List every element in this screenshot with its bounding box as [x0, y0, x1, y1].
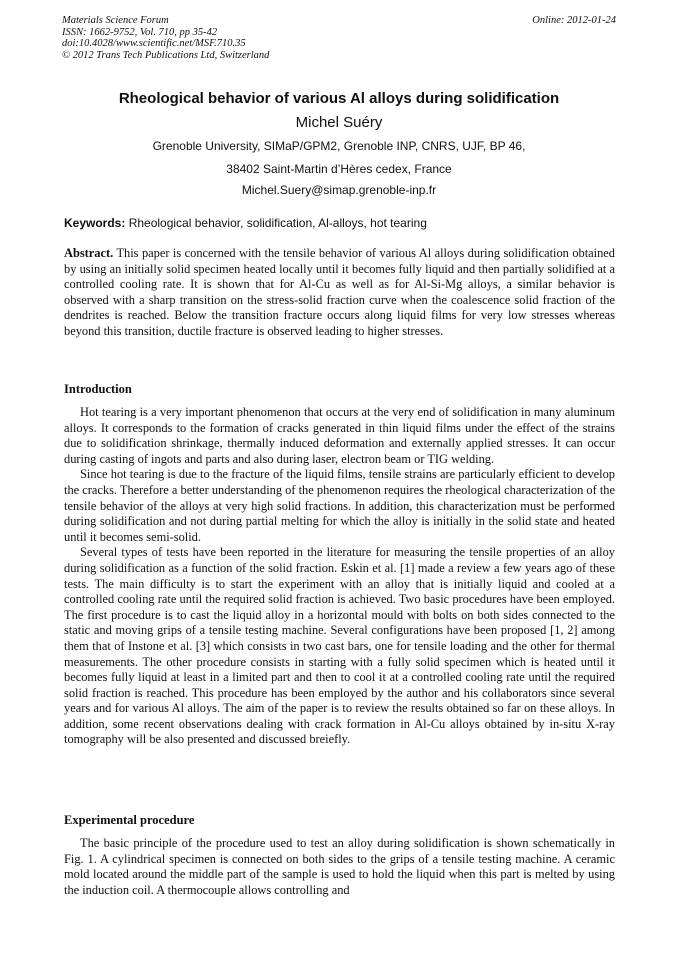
abstract-label: Abstract. — [64, 246, 114, 260]
doi-line[interactable]: doi:10.4028/www.scientific.net/MSF.710.35 — [62, 38, 246, 49]
keywords-text: Rheological behavior, solidification, Al-alloys, hot tearing — [125, 216, 427, 230]
experimental-heading: Experimental procedure — [64, 813, 195, 827]
introduction-heading: Introduction — [64, 382, 132, 396]
intro-paragraph-1: Hot tearing is a very important phenomenon that occurs at the very end of solidification in many aluminum alloys. It corresponds to the formation of cracks generated in thin liquid films under the effect of the strains due to solidification shrinkage, thermally induced deformation and externally applied stresses. It can occur during casting of ingots and parts and also during laser, electron beam or TIG welding. — [64, 405, 615, 466]
paper-title: Rheological behavior of various Al alloys during solidification — [118, 90, 560, 107]
keywords — [64, 216, 624, 230]
journal-name: Materials Science Forum — [62, 15, 169, 26]
intro-paragraph-2: Since hot tearing is due to the fracture of the liquid films, tensile strains are particularly efficient to develop the cracks. Therefore a better understanding of the phenomenon requires the rheological characterization of the tensile behavior of the alloys at very high solid fractions. In addition, this characterization must be performed during solidification and not during partial melting for which the alloy is initially in the solid state and heated until it becomes semi-solid. — [64, 467, 615, 544]
author-email[interactable]: Michel.Suery@simap.grenoble-inp.fr — [241, 183, 437, 197]
experimental-paragraph-1: The basic principle of the procedure used to test an alloy during solidification is shown schematically in Fig. 1. A cylindrical specimen is connected on both sides to the grips of a tensile testing machine. A ceramic mold located around the middle part of the sample is used to hold the liquid when this part is melted by using the induction coil. A thermocouple allows controlling and — [64, 836, 615, 897]
copyright-line: © 2012 Trans Tech Publications Ltd, Switzerland — [62, 49, 270, 61]
abstract — [64, 246, 615, 340]
online-date: Online: 2012-01-24 — [532, 15, 616, 26]
affiliation-line-1: Grenoble University, SIMaP/GPM2, Grenoble INP, CNRS, UJF, BP 46, — [152, 139, 526, 153]
intro-paragraph-3: Several types of tests have been reported in the literature for measuring the tensile properties of an alloy during solidification as a function of the solid fraction. Eskin et al. [1] made a review a few years ago of these tests. The main difficulty is to start the experiment with an alloy that is initially liquid and cooled at a controlled cooling rate until the required solid fraction is achieved. Two basic procedures have been employed. The first procedure is to cast the liquid alloy in a horizontal mould with bolts on both sides connected to the static and moving grips of a tensile testing machine. Several configurations have been proposed [1, 2] among them that of Instone et al. [3] which consists in two cast bars, one for tensile loading and the other for thermal measurements. The other procedure consists in starting with a fully solid specimen which is heated until it becomes fully liquid at least in a limited part and then to cool it at a controlled cooling rate until the required solid fraction is reached. This procedure has been employed by the author and his collaborators since several years and for various Al alloys. The aim of the paper is to review the results obtained so far on these alloys. In addition, some recent observations dealing with crack formation in Al-Cu alloys obtained by in-situ X-ray tomography will be also presented and discussed breiefly. — [64, 545, 615, 747]
affiliation-line-2: 38402 Saint-Martin d’Hères cedex, France — [226, 162, 452, 176]
author-name: Michel Suéry — [295, 114, 383, 131]
issn-line: ISSN: 1662-9752, Vol. 710, pp 35-42 — [62, 26, 218, 38]
introduction-body — [64, 405, 615, 748]
keywords-label: Keywords: — [64, 216, 126, 230]
journal-header — [62, 15, 616, 61]
experimental-body — [64, 836, 615, 898]
abstract-text: This paper is concerned with the tensile behavior of various Al alloys during solidification obtained by using an initially solid specimen heated locally until it becomes fully liquid and then partially solidified at a controlled cooling rate. It is shown that for Al-Cu as well as for Al-Si-Mg alloys, a similar behavior is observed with a sharp transition on the stress-solid fraction curve when the coalescence solid fraction of the dendrites is reached. Below the transition fracture occurs along liquid films for very low stresses whereas beyond this transition, ductile fracture is observed leading to higher stresses. — [64, 246, 615, 338]
